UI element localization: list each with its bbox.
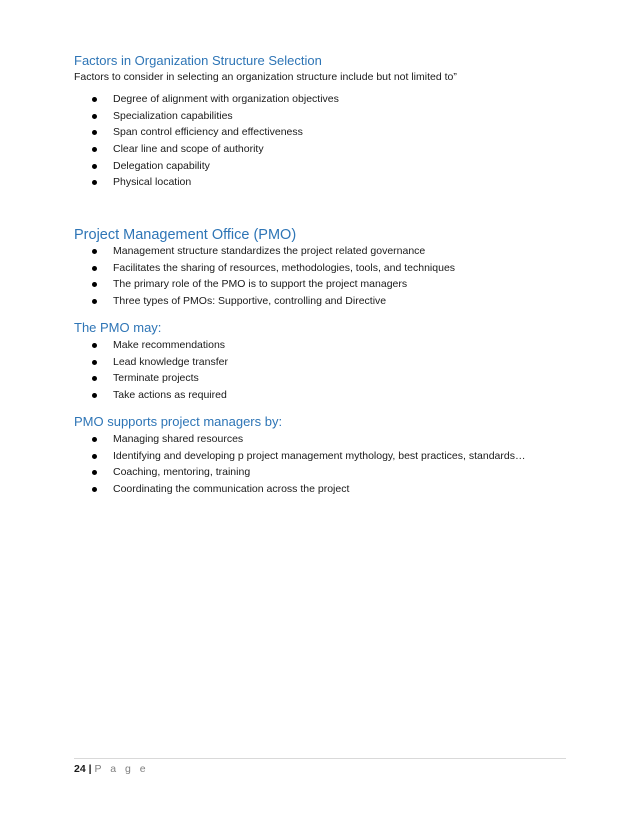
page-number: 24 bbox=[74, 763, 86, 775]
bullet-icon bbox=[92, 299, 97, 304]
bullet-icon bbox=[92, 282, 97, 287]
bullet-icon bbox=[92, 360, 97, 365]
list-item-text: Lead knowledge transfer bbox=[113, 355, 228, 368]
page-label: P a g e bbox=[94, 763, 149, 775]
bullet-icon bbox=[92, 114, 97, 119]
list-item bbox=[0, 448, 525, 465]
list-item bbox=[0, 158, 339, 175]
list-item bbox=[0, 124, 339, 141]
bullet-icon bbox=[92, 249, 97, 254]
list-item bbox=[0, 387, 228, 404]
footer-separator: | bbox=[88, 763, 92, 775]
section-heading-pmo-may: The PMO may: bbox=[74, 320, 162, 335]
list-item-text: Span control efficiency and effectiveness bbox=[113, 126, 303, 139]
list-item bbox=[0, 108, 339, 125]
list-item-text: Physical location bbox=[113, 176, 192, 189]
list-item bbox=[0, 276, 455, 293]
list-item-text: Three types of PMOs: Supportive, controlling and Directive bbox=[113, 295, 387, 308]
list-item bbox=[0, 431, 525, 448]
list-item-text: Coordinating the communication across the project bbox=[113, 483, 350, 496]
section-heading-pmo-supports: PMO supports project managers by: bbox=[74, 414, 283, 429]
list-item bbox=[0, 464, 525, 481]
bullet-icon bbox=[92, 130, 97, 135]
list-item-text: Identifying and developing p project management mythology, best practices, standards… bbox=[113, 449, 526, 462]
footer-divider bbox=[74, 758, 566, 759]
list-item bbox=[0, 293, 455, 310]
section-heading-pmo: Project Management Office (PMO) bbox=[74, 227, 297, 243]
bullet-icon bbox=[92, 147, 97, 152]
list-item bbox=[0, 243, 455, 260]
pmo-may-list bbox=[0, 337, 228, 404]
list-item-text: The primary role of the PMO is to support the project managers bbox=[113, 278, 408, 291]
factors-list bbox=[0, 91, 339, 191]
list-item bbox=[0, 174, 339, 191]
list-item-text: Clear line and scope of authority bbox=[113, 143, 264, 156]
list-item bbox=[0, 370, 228, 387]
page-footer bbox=[74, 762, 149, 776]
list-item-text: Degree of alignment with organization objectives bbox=[113, 93, 339, 105]
bullet-icon bbox=[92, 454, 97, 459]
bullet-icon bbox=[92, 97, 97, 102]
bullet-icon bbox=[92, 164, 97, 169]
list-item bbox=[0, 337, 228, 354]
bullet-icon bbox=[92, 393, 97, 398]
pmo-list bbox=[0, 243, 455, 310]
bullet-icon bbox=[92, 437, 97, 442]
pmo-supports-list bbox=[0, 431, 525, 498]
list-item bbox=[0, 141, 339, 158]
bullet-icon bbox=[92, 180, 97, 185]
list-item-text: Terminate projects bbox=[113, 372, 199, 385]
section-intro-text: Factors to consider in selecting an organization structure include but not limited to” bbox=[74, 71, 457, 83]
list-item-text: Specialization capabilities bbox=[113, 109, 233, 122]
bullet-icon bbox=[92, 266, 97, 271]
list-item-text: Make recommendations bbox=[113, 339, 226, 351]
bullet-icon bbox=[92, 470, 97, 475]
list-item-text: Take actions as required bbox=[113, 389, 227, 402]
bullet-icon bbox=[92, 487, 97, 492]
list-item bbox=[0, 481, 525, 498]
list-item-text: Management structure standardizes the project related governance bbox=[113, 245, 426, 257]
list-item-text: Delegation capability bbox=[113, 159, 210, 172]
bullet-icon bbox=[92, 376, 97, 381]
list-item bbox=[0, 91, 339, 108]
list-item bbox=[0, 354, 228, 371]
list-item bbox=[0, 260, 455, 277]
list-item-text: Managing shared resources bbox=[113, 433, 244, 445]
list-item-text: Coaching, mentoring, training bbox=[113, 466, 251, 479]
list-item-text: Facilitates the sharing of resources, methodologies, tools, and techniques bbox=[113, 261, 456, 274]
section-heading-org-structure: Factors in Organization Structure Selection bbox=[74, 53, 322, 68]
bullet-icon bbox=[92, 343, 97, 348]
